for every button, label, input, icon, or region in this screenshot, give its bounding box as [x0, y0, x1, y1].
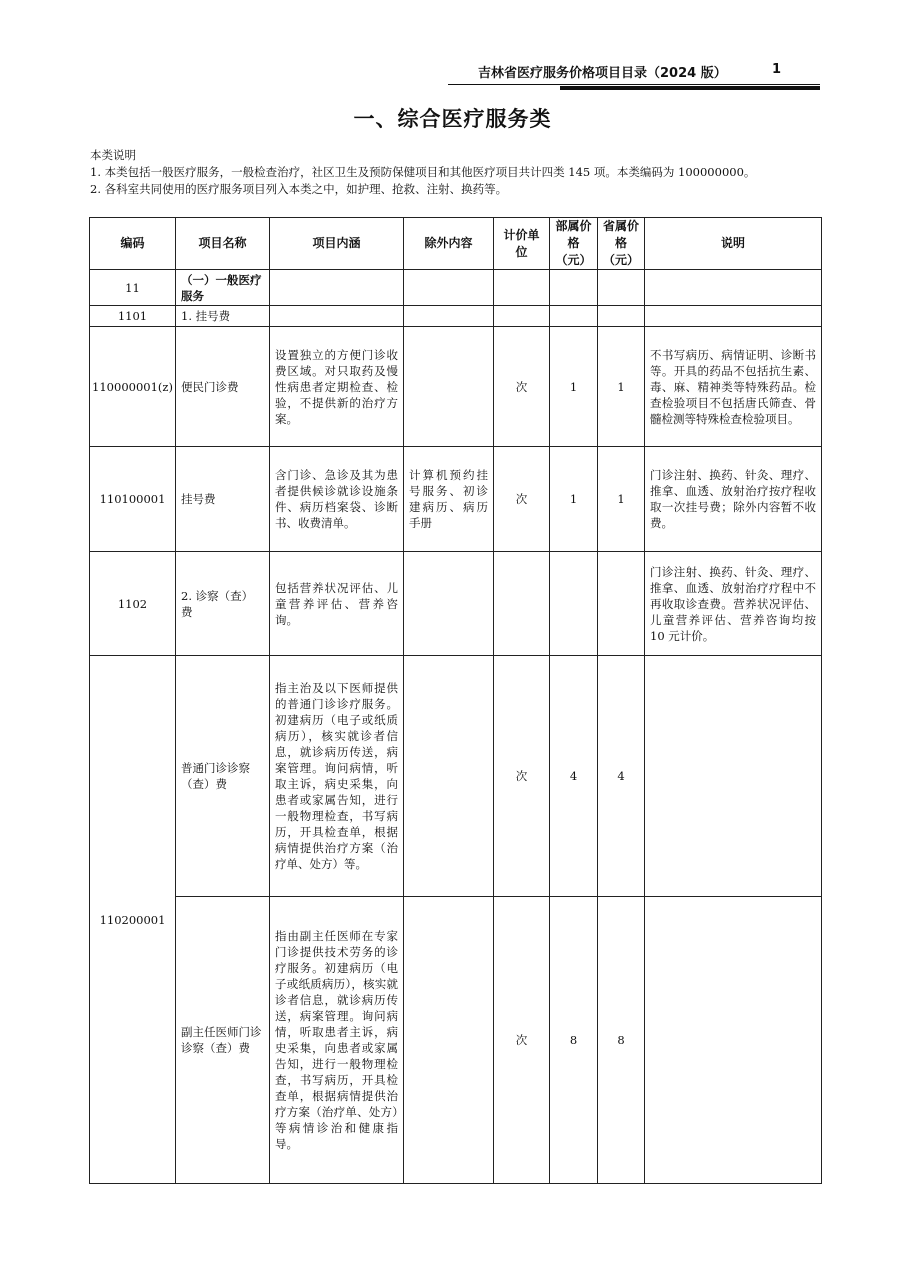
cell-note: 不书写病历、病情证明、诊断书等。开具的药品不包括抗生素、毒、麻、精神类等特殊药品。检查检验项目不包括唐氏筛查、骨髓检测等特殊检查检验项目。 — [645, 327, 822, 447]
cell-name: （一）一般医疗服务 — [176, 270, 270, 306]
cell-ministry-price — [550, 270, 598, 306]
table-row — [90, 552, 822, 656]
header-rule-thick — [560, 86, 820, 90]
table-row — [90, 327, 822, 447]
cell-unit — [494, 270, 550, 306]
cell-unit — [494, 306, 550, 327]
header-note: 说明 — [645, 218, 822, 270]
cell-exclude — [404, 270, 494, 306]
header-exclude: 除外内容 — [404, 218, 494, 270]
header-rule-thin — [448, 84, 820, 85]
cell-content — [270, 270, 404, 306]
cell-note — [645, 656, 822, 897]
cell-name: 挂号费 — [176, 447, 270, 552]
cell-name: 1. 挂号费 — [176, 306, 270, 327]
cell-note — [645, 270, 822, 306]
cell-name: 便民门诊费 — [176, 327, 270, 447]
cell-ministry-price: 1 — [550, 447, 598, 552]
cell-note — [645, 306, 822, 327]
header-content: 项目内涵 — [270, 218, 404, 270]
cell-content — [270, 306, 404, 327]
cell-content: 含门诊、急诊及其为患者提供候诊就诊设施条件、病历档案袋、诊断书、收费清单。 — [270, 447, 404, 552]
table-row — [90, 270, 822, 306]
cell-ministry-price — [550, 552, 598, 656]
cell-ministry-price — [550, 306, 598, 327]
running-header-title: 吉林省医疗服务价格项目目录（2024 版） — [478, 66, 727, 81]
cell-province-price — [598, 552, 645, 656]
cell-code: 1102 — [90, 552, 176, 656]
table-header-row — [90, 218, 822, 270]
cell-unit — [494, 552, 550, 656]
intro-line: 1. 本类包括一般医疗服务，一般检查治疗，社区卫生及预防保健项目和其他医疗项目共计四类 145 项。本类编码为 100000000。 — [90, 165, 756, 179]
cell-unit: 次 — [494, 327, 550, 447]
table-row — [90, 306, 822, 327]
intro-line: 2. 各科室共同使用的医疗服务项目列入本类之中，如护理、抢救、注射、换药等。 — [90, 182, 508, 196]
intro-notes — [90, 147, 830, 198]
cell-content: 指由副主任医师在专家门诊提供技术劳务的诊疗服务。初建病历（电子或纸质病历），核实就诊者信息，就诊病历传送，病案管理。询问病情，听取患者主诉，病史采集，向患者或家属告知，进行一般物理检查，书写病历，开具检查单，根据病情提供治疗方案（治疗单、处方）等病情诊治和健康指导。 — [270, 897, 404, 1184]
cell-content: 指主治及以下医师提供的普通门诊诊疗服务。初建病历（电子或纸质病历），核实就诊者信息，就诊病历传送，病案管理。询问病情，听取主诉，病史采集，向患者或家属告知，进行一般物理检查，书写病历，开具检查单，根据病情提供治疗方案（治疗单、处方）等。 — [270, 656, 404, 897]
cell-note — [645, 897, 822, 1184]
cell-unit: 次 — [494, 656, 550, 897]
cell-exclude — [404, 552, 494, 656]
cell-exclude — [404, 656, 494, 897]
section-title: 一、综合医疗服务类 — [353, 107, 552, 131]
header-province-price: 省属价格（元） — [598, 218, 645, 270]
cell-province-price: 1 — [598, 327, 645, 447]
header-ministry-price: 部属价格（元） — [550, 218, 598, 270]
cell-province-price — [598, 306, 645, 327]
cell-content: 设置独立的方便门诊收费区域。对只取药及慢性病患者定期检查、检验，不提供新的治疗方案。 — [270, 327, 404, 447]
page-number: 1 — [772, 62, 782, 77]
cell-province-price — [598, 270, 645, 306]
cell-ministry-price: 4 — [550, 656, 598, 897]
cell-name: 副主任医师门诊诊察（查）费 — [176, 897, 270, 1184]
header-code: 编码 — [90, 218, 176, 270]
cell-content: 包括营养状况评估、儿童营养评估、营养咨询。 — [270, 552, 404, 656]
cell-name: 普通门诊诊察（查）费 — [176, 656, 270, 897]
cell-ministry-price: 1 — [550, 327, 598, 447]
price-table — [89, 217, 822, 1184]
cell-note: 门诊注射、换药、针灸、理疗、推拿、血透、放射治疗按疗程收取一次挂号费；除外内容暂不收费。 — [645, 447, 822, 552]
header-name: 项目名称 — [176, 218, 270, 270]
cell-ministry-price: 8 — [550, 897, 598, 1184]
cell-unit: 次 — [494, 897, 550, 1184]
header-unit: 计价单位 — [494, 218, 550, 270]
cell-province-price: 4 — [598, 656, 645, 897]
cell-code: 110100001 — [90, 447, 176, 552]
cell-name: 2. 诊察（查）费 — [176, 552, 270, 656]
cell-exclude — [404, 897, 494, 1184]
table-row — [90, 447, 822, 552]
cell-exclude — [404, 306, 494, 327]
cell-code: 11 — [90, 270, 176, 306]
cell-exclude: 计算机预约挂号服务、初诊建病历、病历手册 — [404, 447, 494, 552]
cell-province-price: 1 — [598, 447, 645, 552]
cell-code: 1101 — [90, 306, 176, 327]
cell-note: 门诊注射、换药、针灸、理疗、推拿、血透、放射治疗疗程中不再收取诊查费。营养状况评估、儿童营养评估、营养咨询均按 10 元计价。 — [645, 552, 822, 656]
intro-heading: 本类说明 — [90, 148, 136, 162]
table-row — [90, 897, 822, 1184]
cell-code: 110000001(z) — [90, 327, 176, 447]
cell-unit: 次 — [494, 447, 550, 552]
cell-code: 110200001 — [90, 656, 176, 1184]
table-row — [90, 656, 822, 897]
cell-province-price: 8 — [598, 897, 645, 1184]
cell-exclude — [404, 327, 494, 447]
